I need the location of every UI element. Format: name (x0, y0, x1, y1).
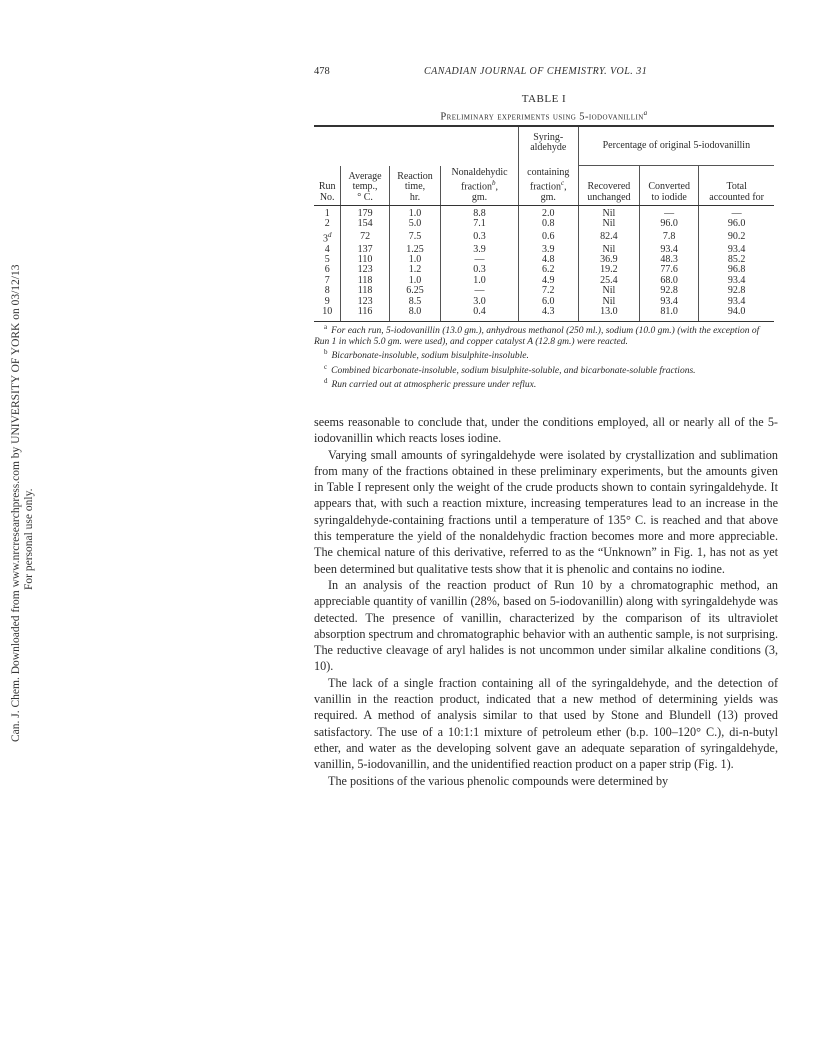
cell-syring: 4.9 (518, 276, 578, 286)
cell-converted: 96.0 (640, 219, 699, 229)
cell-total: 96.8 (699, 265, 774, 275)
cell-syring: 7.2 (518, 286, 578, 296)
running-head: CANADIAN JOURNAL OF CHEMISTRY. VOL. 31 (424, 66, 648, 77)
cell-total: 92.8 (699, 286, 774, 296)
table-caption (314, 109, 774, 123)
cell-temp: 123 (341, 265, 389, 275)
paragraph: The lack of a single fraction containing all of the syringaldehyde, and the detection of vanillin in the reaction product, indicated that a new method of determining yields was required. A method of analysis similar to that used by Stone and Blundell (13) proved satisfactory. The use of a 10:1:1 mixture of petroleum ether (b.p. 100–120° C.), di-n-butyl ether, and water as the developing solvent gave an adequate separation of syringaldehyde, vanillin, 5-iodovanillin, and the unidentified reaction product on a paper strip (Fig. 1). (314, 675, 778, 772)
table-row (314, 206, 774, 220)
personal-use-notice: For personal use only. (23, 488, 35, 590)
cell-nonald: 3.0 (441, 297, 519, 307)
cell-recovered: Nil (578, 219, 639, 229)
cell-time: 8.5 (389, 297, 440, 307)
cell-recovered: 82.4 (578, 230, 639, 245)
cell-temp: 118 (341, 286, 389, 296)
table-row (314, 219, 774, 229)
col-header-run: Run No. (314, 166, 341, 206)
table-body (314, 206, 774, 322)
footnote (314, 347, 774, 362)
cell-nonald: 3.9 (441, 245, 519, 255)
cell-run: 5 (324, 254, 330, 265)
cell-run: 6 (324, 264, 330, 276)
cell-run: 3$^d$ (322, 230, 332, 245)
cell-time: 8.0 (389, 307, 440, 322)
col-header-temp: Average temp., ° C. (341, 166, 389, 206)
cell-total: 85.2 (699, 255, 774, 265)
cell-temp: 154 (341, 219, 389, 229)
cell-total: 94.0 (699, 307, 774, 322)
cell-recovered: Nil (578, 297, 639, 307)
footnote (314, 376, 774, 391)
cell-run: 2 (324, 218, 330, 230)
cell-nonald: 8.8 (441, 206, 519, 220)
col-header-syringaldehyde: containing fraction$^c$, gm. (518, 166, 578, 206)
body-text (314, 414, 778, 789)
table-group-header-row (314, 126, 774, 166)
cell-recovered: 25.4 (578, 276, 639, 286)
cell-time: 1.2 (389, 265, 440, 275)
cell-run: 10 (314, 307, 341, 322)
cell-converted: 92.8 (640, 286, 699, 296)
cell-nonald: 1.0 (441, 276, 519, 286)
group-header-percentage: Percentage of original 5-iodovanillin (578, 126, 774, 166)
col-header-time: Reaction time, hr. (389, 166, 440, 206)
paragraph: Varying small amounts of syringaldehyde were isolated by crystallization and sublimation from many of the fractions obtained in these preliminary experiments, but the amounts given in Table I represent only the weight of the crude products shown to contain syringaldehyde. It appears that, with such a reaction mixture, increasing temperatures lead to an increase in the syringaldehyde-containing fractions until a temperature of 135° C. is reached and that above this temperature the yield of the nonaldehydic fraction becomes more and more appreciable. The chemical nature of this derivative, referred to as the “Unknown” in Fig. 1, has not as yet been determined but qualitative tests show that it is phenolic and contains no iodine. (314, 447, 778, 576)
cell-time: 1.25 (389, 245, 440, 255)
cell-run: 1 (324, 208, 330, 220)
cell-nonald: — (441, 255, 519, 265)
table-title: TABLE I (521, 93, 567, 105)
cell-recovered: Nil (578, 286, 639, 296)
col-header-nonaldehydic: Nonaldehydic fraction$^b$, gm. (441, 166, 519, 206)
download-notice-line: Can. J. Chem. Downloaded from www.nrcresearchpress.com by UNIVERSITY OF YORK on 03/12/13 (10, 264, 22, 742)
cell-syring: 2.0 (518, 206, 578, 220)
cell-total: — (699, 206, 774, 220)
cell-syring: 6.0 (518, 297, 578, 307)
cell-converted: 48.3 (640, 255, 699, 265)
footnote-mark: a (324, 323, 328, 331)
footnote-mark: c (324, 362, 328, 371)
cell-temp: 110 (341, 255, 389, 265)
footnote-text: Run carried out at atmospheric pressure under reflux. (331, 380, 537, 391)
cell-run: 9 (324, 295, 330, 307)
cell-time: 7.5 (389, 230, 440, 245)
table-caption-mark: a (643, 109, 648, 117)
cell-syring: 4.8 (518, 255, 578, 265)
page-header (314, 66, 774, 82)
cell-run: 7 (324, 274, 330, 286)
cell-nonald: 0.4 (441, 307, 519, 322)
cell-temp: 137 (341, 245, 389, 255)
cell-recovered: 19.2 (578, 265, 639, 275)
cell-total: 96.0 (699, 219, 774, 229)
footnote-mark: b (324, 348, 328, 357)
cell-time: 6.25 (389, 286, 440, 296)
cell-syring: 3.9 (518, 245, 578, 255)
cell-recovered: 36.9 (578, 255, 639, 265)
cell-total: 93.4 (699, 276, 774, 286)
table-column-header-row (314, 166, 774, 206)
footnote (314, 322, 774, 347)
cell-run: 8 (324, 285, 330, 297)
results-table (314, 125, 774, 322)
col-header-converted: Converted to iodide (640, 166, 699, 206)
cell-temp: 179 (341, 206, 389, 220)
cell-recovered: Nil (578, 206, 639, 220)
cell-temp: 72 (341, 230, 389, 245)
table-row (314, 230, 774, 245)
cell-nonald: 0.3 (441, 265, 519, 275)
cell-syring: 0.6 (518, 230, 578, 245)
cell-nonald: 0.3 (441, 230, 519, 245)
cell-temp: 116 (341, 307, 389, 322)
cell-time: 1.0 (389, 255, 440, 265)
footnote (314, 362, 774, 377)
download-notice (6, 0, 34, 1053)
cell-recovered: 13.0 (578, 307, 639, 322)
footnote-text: Bicarbonate-insoluble, sodium bisulphite-insoluble. (331, 351, 529, 362)
paragraph: In an analysis of the reaction product of Run 10 by a chromatographic method, an appreciable quantity of vanillin (28%, based on 5-iodovanillin) along with syringaldehyde was detected. The presence of vanillin, characterized by the comparison of its ultraviolet absorption spectrum and chromatographic behavior with an authentic sample, is not surprising. The reductive cleavage of aryl halides is not uncommon under similar alkaline conditions (3, 10). (314, 577, 778, 674)
table-caption-text: Preliminary experiments using 5-iodovanillin (440, 111, 644, 123)
cell-converted: 93.4 (640, 245, 699, 255)
cell-converted: 7.8 (640, 230, 699, 245)
footnote-text: For each run, 5-iodovanillin (13.0 gm.), anhydrous methanol (250 ml.), sodium (10.0 gm.) (with the exception of Run 1 in which 5.0 gm. were used), and copper catalyst A (12.8 gm.) were reacted. (314, 326, 760, 347)
cell-total: 90.2 (699, 230, 774, 245)
cell-temp: 123 (341, 297, 389, 307)
paragraph: seems reasonable to conclude that, under the conditions employed, all or nearly all of the 5-iodovanillin which reacts loses iodine. (314, 415, 778, 446)
cell-syring: 6.2 (518, 265, 578, 275)
cell-temp: 118 (341, 276, 389, 286)
cell-converted: 93.4 (640, 297, 699, 307)
col-header-syring-top: Syring- aldehyde (518, 126, 578, 166)
cell-total: 93.4 (699, 245, 774, 255)
cell-converted: 77.6 (640, 265, 699, 275)
table-footnotes (314, 322, 774, 391)
cell-converted: 68.0 (640, 276, 699, 286)
cell-time: 1.0 (389, 206, 440, 220)
cell-converted: — (640, 206, 699, 220)
cell-time: 5.0 (389, 219, 440, 229)
col-header-recovered: Recovered unchanged (578, 166, 639, 206)
cell-time: 1.0 (389, 276, 440, 286)
paragraph: The positions of the various phenolic compounds were determined by (328, 773, 669, 788)
table-row (314, 307, 774, 322)
footnote-mark: d (324, 377, 328, 386)
cell-syring: 0.8 (518, 219, 578, 229)
col-header-total: Total accounted for (699, 166, 774, 206)
cell-converted: 81.0 (640, 307, 699, 322)
page-number: 478 (314, 66, 330, 77)
cell-run: 4 (324, 243, 330, 255)
cell-nonald: — (441, 286, 519, 296)
cell-syring: 4.3 (518, 307, 578, 322)
cell-recovered: Nil (578, 245, 639, 255)
cell-nonald: 7.1 (441, 219, 519, 229)
footnote-text: Combined bicarbonate-insoluble, sodium bisulphite-soluble, and bicarbonate-soluble fractions. (331, 365, 696, 376)
cell-total: 93.4 (699, 297, 774, 307)
